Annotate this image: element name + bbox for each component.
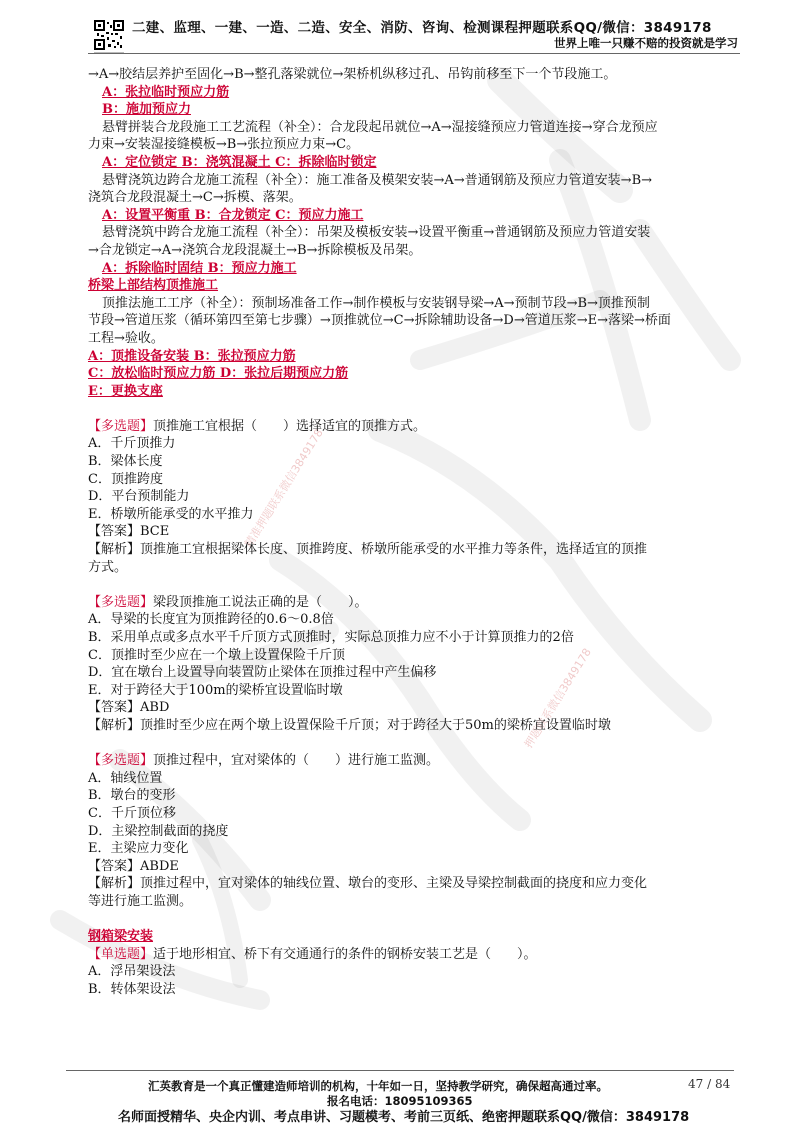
text-line: B．转体架设法: [88, 981, 176, 997]
question-text: 梁段顶推施工说法正确的是（ ）。: [153, 594, 368, 610]
text-line: C：放松临时预应力筋 D：张拉后期预应力筋: [88, 366, 349, 382]
text-line: 钢箱梁安装: [88, 929, 154, 945]
text-line: 【答案】ABD: [88, 700, 170, 716]
text-line: B．梁体长度: [88, 454, 163, 470]
text-line: D．平台预制能力: [88, 489, 190, 505]
question-type-tag: 【多选题】: [88, 594, 154, 610]
text-line: A：张拉临时预应力筋: [102, 84, 230, 100]
text-line: E．桥墩所能承受的水平推力: [88, 506, 254, 522]
text-line: D．宜在墩台上设置导向装置防止梁体在顶推过程中产生偏移: [88, 665, 437, 681]
text-line: 方式。: [88, 559, 128, 575]
text-line: E．主梁应力变化: [88, 841, 189, 857]
text-line: 力束→安装湿接缝模板→B→张拉预应力束→C。: [88, 137, 360, 153]
text-line: 节段→管道压浆（循环第四至第七步骤）→顶推就位→C→拆除辅助设备→D→管道压浆→E→落梁→桥面: [88, 313, 671, 329]
text-line: 悬臂拼装合龙段施工工艺流程（补全）：合龙段起吊就位→A→湿接缝预应力管道连接→穿合龙预应: [102, 119, 658, 135]
header-contact-line: 二建、监理、一建、一造、二造、安全、消防、咨询、检测课程押题联系QQ/微信：3849178: [132, 20, 712, 36]
question-type-tag: 【多选题】: [88, 753, 154, 769]
text-line: 顶推法施工工序（补全）：预制场准备工作→制作模板与安装钢导梁→A→预制节段→B→顶推预制: [102, 295, 650, 311]
text-line: 悬臂浇筑边跨合龙施工流程（补全）：施工准备及模架安装→A→普通钢筋及预应力管道安装→B→: [102, 172, 653, 188]
watermark-text-1: 精准押题联系微信3849178: [242, 426, 326, 550]
blank-line: [88, 400, 740, 418]
watermark-text-2: 押题联系微信3849178: [521, 646, 594, 751]
question-text: 顶推施工宜根据（ ）选择适宜的顶推方式。: [153, 418, 427, 434]
text-line: C．顶推跨度: [88, 471, 163, 487]
footer-divider: [66, 1070, 734, 1071]
footer-contact: 名师面授精华、央企内训、考点串讲、习题模考、考前三页纸、绝密押题联系QQ/微信：3849178: [118, 1110, 690, 1125]
text-line: 工程→验收。: [88, 330, 164, 346]
text-line: [88, 752, 740, 770]
text-line: →A→胶结层养护至固化→B→整孔落梁就位→架桥机纵移过孔、吊钩前移至下一个节段施工。: [88, 67, 617, 82]
text-line: 桥梁上部结构顶推施工: [88, 278, 219, 294]
text-line: E：更换支座: [88, 383, 163, 399]
qr-code-icon: [94, 20, 124, 56]
text-line: →合龙锁定→A→浇筑合龙段混凝土→B→拆除模板及吊架。: [88, 242, 422, 258]
text-line: A．轴线位置: [88, 770, 163, 786]
page-header: [0, 0, 800, 70]
blank-line: [88, 911, 740, 929]
text-line: 【答案】BCE: [88, 524, 170, 540]
text-line: B．采用单点或多点水平千斤顶方式顶推时，实际总顶推力应不小于计算顶推力的2倍: [88, 630, 574, 645]
text-line: [88, 418, 740, 436]
text-line: E．对于跨径大于100m的梁桥宜设置临时墩: [88, 682, 343, 698]
text-line: A：拆除临时固结 B：预应力施工: [102, 260, 297, 276]
text-line: [88, 946, 740, 964]
text-line: [88, 594, 740, 612]
question-type-tag: 【单选题】: [88, 946, 154, 962]
footer-tagline: 汇英教育是一个真正懂建造师培训的机构，十年如一日，坚持教学研究，确保超高通过率。: [148, 1079, 608, 1093]
question-type-tag: 【多选题】: [88, 418, 154, 434]
header-divider: [88, 53, 740, 54]
footer-phone: 报名电话：18095109365: [327, 1094, 473, 1108]
text-line: D．主梁控制截面的挠度: [88, 823, 229, 839]
header-slogan: 世界上唯一只赚不赔的投资就是学习: [554, 36, 738, 50]
question-text: 适于地形相宜、桥下有交通通行的条件的钢桥安装工艺是（ ）。: [153, 946, 537, 962]
text-line: A：顶推设备安装 B：张拉预应力筋: [88, 348, 296, 364]
text-line: B：施加预应力: [102, 102, 191, 118]
text-line: 【答案】ABDE: [88, 858, 179, 874]
text-line: 【解析】顶推过程中，宜对梁体的轴线位置、墩台的变形、主梁及导梁控制截面的挠度和应力变化: [88, 876, 648, 892]
text-line: C．顶推时至少应在一个墩上设置保险千斤顶: [88, 647, 345, 663]
text-line: 悬臂浇筑中跨合龙施工流程（补全）：吊架及模板安装→设置平衡重→普通钢筋及预应力管道安装: [102, 225, 651, 241]
text-line: C．千斤顶位移: [88, 805, 176, 821]
text-line: B．墩台的变形: [88, 788, 176, 804]
text-line: 【解析】顶推时至少应在两个墩上设置保险千斤顶；对于跨径大于50m的梁桥宜设置临时墩: [88, 717, 611, 733]
text-line: A：设置平衡重 B：合龙锁定 C：预应力施工: [102, 207, 364, 223]
text-line: 等进行施工监测。: [88, 893, 193, 909]
text-line: 浇筑合龙段混凝土→C→拆模、落架。: [88, 190, 302, 206]
blank-line: [88, 576, 740, 594]
text-line: A：定位锁定 B：浇筑混凝土 C：拆除临时锁定: [102, 154, 377, 170]
text-line: A．千斤顶推力: [88, 436, 176, 452]
text-line: A．浮吊架设法: [88, 964, 176, 980]
blank-line: [88, 735, 740, 753]
text-line: 【解析】顶推施工宜根据梁体长度、顶推跨度、桥墩所能承受的水平推力等条件，选择适宜的顶推: [88, 542, 648, 558]
page-number: 47 / 84: [688, 1077, 731, 1091]
document-body: [88, 66, 740, 998]
text-line: A．导梁的长度宜为顶推跨径的0.6～0.8倍: [88, 612, 334, 628]
question-text: 顶推过程中，宜对梁体的（ ）进行施工监测。: [153, 753, 440, 769]
